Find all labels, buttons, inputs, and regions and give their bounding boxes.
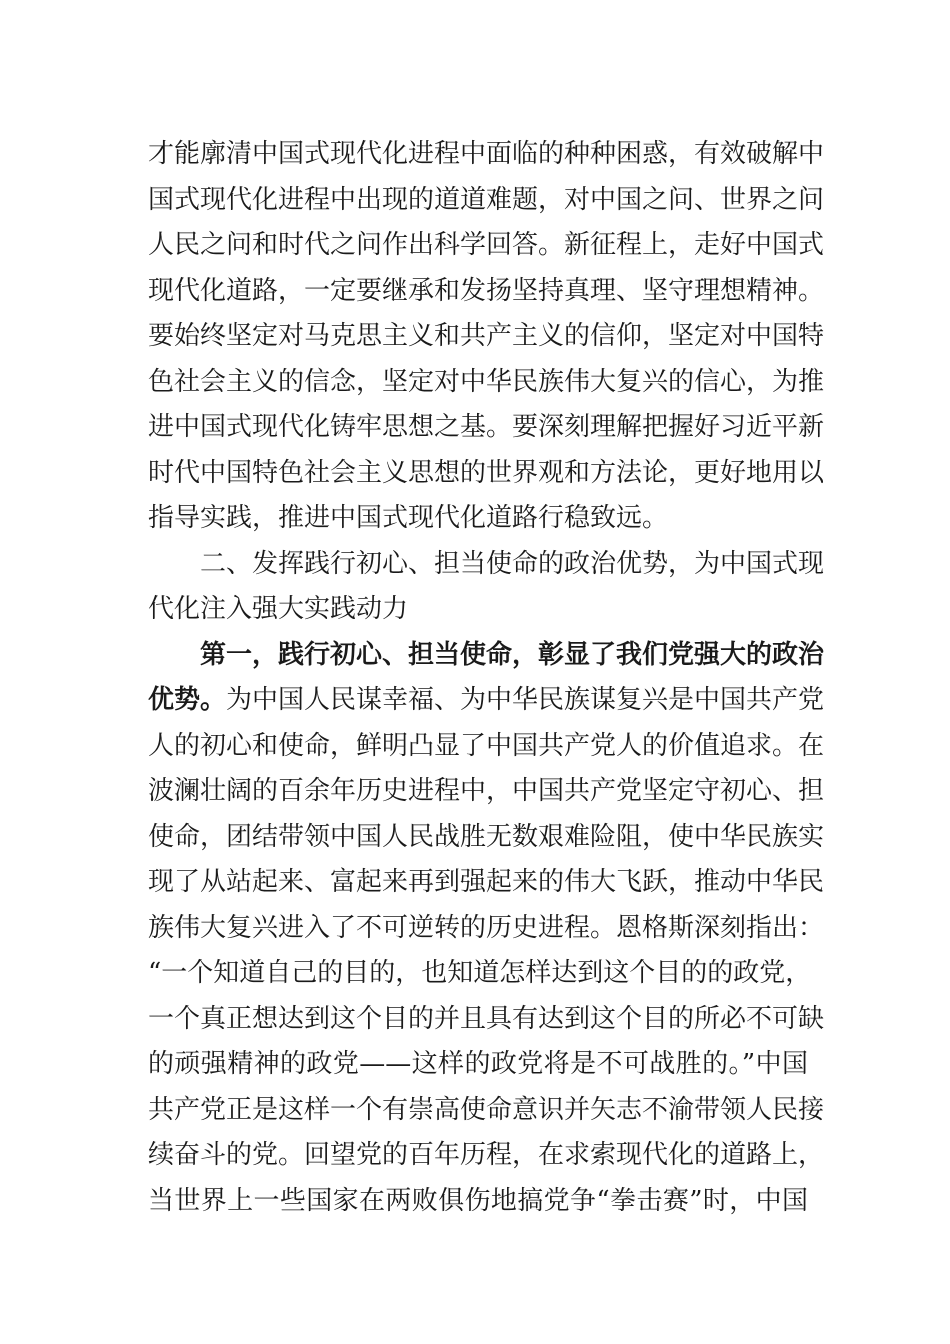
text-line: 进中国式现代化铸牢思想之基。要深刻理解把握好习近平新: [148, 412, 825, 442]
paragraph-continuation: [148, 132, 825, 542]
text-line: 续奋斗的党。回望党的百年历程，在求索现代化的道路上，: [148, 1140, 825, 1170]
text-line: 时代中国特色社会主义思想的世界观和方法论，更好地用以: [148, 457, 825, 488]
document-body: [148, 132, 825, 1224]
text-line: “一个知道自己的目的，也知道怎样达到这个目的的政党，: [148, 958, 812, 988]
text-line: 共产党正是这样一个有崇高使命意识并矢志不渝带领人民接: [148, 1094, 825, 1125]
text-line: 现了从站起来、富起来再到强起来的伟大飞跃，推动中华民: [148, 867, 825, 897]
text-run: 为中国人民谋幸福、为中华民族谋复兴是中国共产党: [226, 685, 825, 715]
bold-lead-end: 优势。: [148, 685, 227, 715]
heading-line: 代化注入强大实践动力: [148, 594, 409, 624]
text-line: 波澜壮阔的百余年历史进程中，中国共产党坚定守初心、担: [148, 776, 825, 806]
text-line: 一个真正想达到这个目的并且具有达到这个目的所必不可缺: [148, 1003, 825, 1034]
text-line: 族伟大复兴进入了不可逆转的历史进程。恩格斯深刻指出：: [148, 912, 825, 943]
paragraph-first-point: [148, 633, 825, 1225]
text-line: 的顽强精神的政党——这样的政党将是不可战胜的。”中国: [148, 1049, 808, 1079]
text-line: 国式现代化进程中出现的道道难题，对中国之问、世界之问: [148, 184, 825, 215]
text-line: 人的初心和使命，鲜明凸显了中国共产党人的价值追求。在: [148, 730, 825, 761]
heading-line: 二、发挥践行初心、担当使命的政治优势，为中国式现: [200, 548, 825, 579]
text-line: 指导实践，推进中国式现代化道路行稳致远。: [148, 503, 669, 533]
section-heading: [148, 542, 825, 633]
text-line: 才能廓清中国式现代化进程中面临的种种困惑，有效破解中: [148, 139, 825, 169]
text-line: 当世界上一些国家在两败俱伤地搞党争“拳击赛”时，中国: [148, 1185, 808, 1216]
text-line: 要始终坚定对马克思主义和共产主义的信仰，坚定对中国特: [148, 321, 825, 351]
text-line: 人民之问和时代之问作出科学回答。新征程上，走好中国式: [148, 230, 825, 260]
text-line: 现代化道路，一定要继承和发扬坚持真理、坚守理想精神。: [148, 275, 825, 306]
text-line: 色社会主义的信念，坚定对中华民族伟大复兴的信心，为推: [148, 366, 825, 397]
bold-lead-line: 第一，践行初心、担当使命，彰显了我们党强大的政治: [200, 639, 825, 670]
text-line: [148, 678, 825, 724]
text-line: 使命，团结带领中国人民战胜无数艰难险阻，使中华民族实: [148, 821, 825, 852]
